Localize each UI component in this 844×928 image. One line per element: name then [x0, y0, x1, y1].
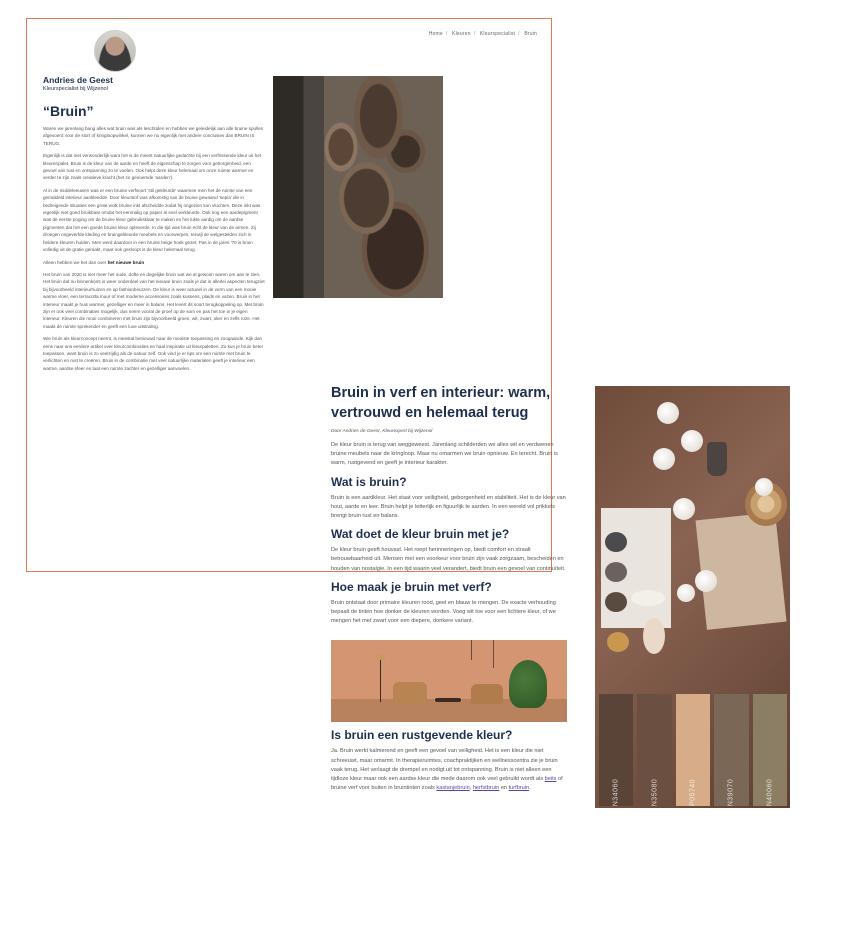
- mid-text: of bruine verf voor buiten in bruintinten zoals: [331, 776, 563, 792]
- back-lead-text: Alleen hebben we het dan over: [43, 259, 107, 265]
- back-paragraph: Eigenlijk is dat niet verwonderlijk want het is de meest natuurlijke gedachte bij een verfrissende kleur uit het kleurenpalet. Bruin is de kleur van de aarde en heeft de eigenschap te zorgen voor geborgenheid, een gevoel van rust en ontspanning zo te voelen. Ook helpt deze kleur helemaal om onze ruimte warmer en verder te zijn zoals creatieve kracht (het zo genoemde 'aarden').: [43, 153, 262, 181]
- byline: Door Andries de Geest, Kleurexpert bij Wijzenol: [331, 429, 433, 434]
- color-swatches: [599, 694, 787, 806]
- section-heading: Hoe maak je bruin met verf?: [331, 579, 492, 594]
- section-text: Bruin is een aardkleur. Het staat voor veiligheid, geborgenheid en stabiliteit. Het is de kleur van hout, aarde en leer. Bruin helpt je letterlijk en figuurlijk te aarden. In een wereld vol prikkels brengt bruin rust en balans.: [331, 494, 566, 520]
- link-kastanjebruin[interactable]: kastanjebruin: [436, 785, 470, 792]
- moodboard-photo: [595, 386, 790, 808]
- living-room-photo: [331, 640, 567, 722]
- back-article-title: “Bruin”: [43, 103, 94, 119]
- back-paragraph-lead: [43, 259, 265, 266]
- back-lead-bold: het nieuwe bruin: [107, 259, 145, 265]
- back-paragraph: Al in de middeleeuwen was er een bruine verfsoort 'stil gekleurde' waarmee men het de ruimte van een gemiddeld interieur aankleedde. Door kleurstof was afkomstig van de bruine gewaand 'sepia' die in bedreigende situaties een grote wolk bruine inkt afscheidde zodat hij ongezien kon vluchten. Deze inkt was eigenlijk niet goed bruikbaar omdat het eenmalig op papier al snel verkleurde. Ook nog een aardepigment was de eerste poging om de bruine kleur gebruiksklaar te maken en het lukte aardig om de aardse pigmenten dat het een goede bruine kleur opleverde. In die tijd was bruin echt de kleur van de armen. Zij droegen ongeverfde kleding en bruingekleurde meubels en voorwerpen, terwijl de welgestelden zich in heldere kleuren hulden. Men werd daardoor in een bruine beige hoek gezet. Pas in de jaren '70 is bruin volledig uit de gratie geraakt, maar ook gesloopt is de kleur helemaal terug.: [43, 187, 261, 253]
- link-turfbruin[interactable]: turfbruin: [508, 785, 530, 792]
- section-text: De kleur bruin geeft houvast. Het roept herinneringen op, biedt comfort en straalt betrouwbaarheid uit. Mensen met een voorkeur voor bruin zijn vaak zorgzaam, bescheiden en houden van nostalgie. In een tijd waarin veel verandert, biedt bruin een gevoel van continuïteit.: [331, 547, 566, 572]
- breadcrumb-kleuren[interactable]: Kleuren: [452, 31, 471, 37]
- author-avatar: [94, 30, 136, 72]
- link-herfstbruin[interactable]: herfstbruin: [472, 785, 500, 792]
- section-heading: Wat doet de kleur bruin met je?: [331, 527, 510, 542]
- back-paragraph: Waren we jarenlang bang alles wat bruin was als leschtiden en hebben we geleidelijk aan alle bruine spullen afgevoerd voor de stort of kringloopwinkel, kunnen we nu eigenlijk met andere conclusies dan BRUIN IS TERUG.: [43, 126, 264, 146]
- and-text: en: [500, 785, 508, 792]
- swatch-3: P05740: [676, 694, 710, 806]
- last-text: Ja. Bruin werkt kalmerend en geeft een gevoel van veiligheid. Het is een kleur die niet schreeuwt, maar omarmt. In therapieruimtes, coachpraktijken en wellnesscentra zie je bruin vaak terug. Het verlaagt de drempel en nodigt uit tot ontspanning. Bruin is niet alleen een tijdloze kleur maar ook een aardse kleur die mede daarom ook veel gebruikt wordt als: [331, 748, 558, 783]
- front-article: [331, 384, 569, 799]
- back-paragraph: Het bruin van 2020 is niet meer het oude, dofte en degelijke bruin wat we al gewoon waren om aan te zien. Het bruin dat nu binnenkomt is weer onderdeel van het nieuwe bruin zoals je dat in allerlei aspecten terugziet bij bijvoorbeeld interieurhuizen en op fashionbeurzen. De kleur is weer actueel in de vorm van een mooie warme vloer, een terracotta muur of met moderne accessoires zoals kussens, plaids en vazen. Bruin in het interieur maakt je huis warmer, gezelliger en meer in balans. Het levert dit soort terugkoppeling op. Met bruin zijn er ook veel combinaties mogelijk, dus neem vooral de proef op de som en pas het toe in je eigen interieur. Kleuren die mooi combineren met bruin zijn bijvoorbeeld groen, wit, zwart, oker en zelfs roze. Het maakt de ruimte sprekender en geeft een luxe uitstraling.: [43, 271, 265, 329]
- back-article-body: [43, 125, 265, 377]
- author-name: Andries de Geest: [43, 75, 113, 85]
- breadcrumb-current: Bruin: [524, 31, 537, 37]
- author-role: Kleurspecialist bij Wijzenol: [43, 86, 108, 92]
- section-text-with-links: Ja. Bruin werkt kalmerend en geeft een gevoel van veiligheid. Het is een kleur die niet schreeuwt, maar omarmt. In therapieruimtes, coachpraktijken en wellnesscentra zie je bruin vaak terug. Het verlaagt de drempel en nodigt uit tot ontspanning. Bruin is niet alleen een tijdloze kleur maar ook een aardse kleur die mede daarom ook veel gebruikt wordt als beits of bruine verf voor buiten in bruintinten zoals kastanjebruin, herfstbruin en turfbruin.: [331, 748, 563, 792]
- swatch-4: N39070: [714, 694, 748, 806]
- front-article-title: Bruin in verf en interieur: warm, vertrouwd en helemaal terug: [331, 385, 551, 421]
- section-heading: Wat is bruin?: [331, 474, 407, 489]
- section-text: Bruin ontstaat door primaire kleuren rood, geel en blauw te mengen. De exacte verhouding bepaalt de tinten hoe donker de kleuren worden. Voeg wit toe voor een lichtere kleur, of we mengen het met zwart voor een diepere, donkere variant.: [331, 599, 556, 625]
- swatch-1: N34060: [599, 694, 633, 806]
- back-paragraph: Wie bruin als kleurconcept neemt, is meestal benieuwd naar de mooiste toepassing en zoogaande. Kijk dan eens naar ons eerdere artikel over kleurcombinaties en haal inspiratie uit kleurpaletten. Zo kun je bruin beter toepassen, want bruin is zo veelzijdig als de natuur zelf. Ook vind je er tips om een ruimte met bruin te verlichten en rust te creëren. Bruin in de combinatie met veel natuurlijke materialen geeft je interieur een warme, aardse sfeer en laat een ruimte zachter en gezelliger aanvoelen.: [43, 336, 264, 371]
- breadcrumb-home[interactable]: Home: [428, 31, 443, 37]
- bowls-photo: [273, 76, 443, 298]
- swatch-2: N35080: [637, 694, 671, 806]
- section-heading: Is bruin een rustgevende kleur?: [331, 728, 513, 743]
- swatch-5: N40060: [753, 694, 787, 806]
- breadcrumb: Home / Kleuren / Kleurspecialist / Bruin: [428, 31, 537, 37]
- breadcrumb-kleurspecialist[interactable]: Kleurspecialist: [479, 31, 516, 37]
- link-beits[interactable]: beits: [544, 776, 557, 783]
- intro-paragraph: De kleur bruin is terug van weggeweest. Jarenlang schilderden we alles wit en verdwenen bruine meubels naar de kringloop. Maar nu omarmen we bruin opnieuw. En terecht. Bruin is warm, rustgevend en geeft je interieur karakter.: [331, 442, 558, 467]
